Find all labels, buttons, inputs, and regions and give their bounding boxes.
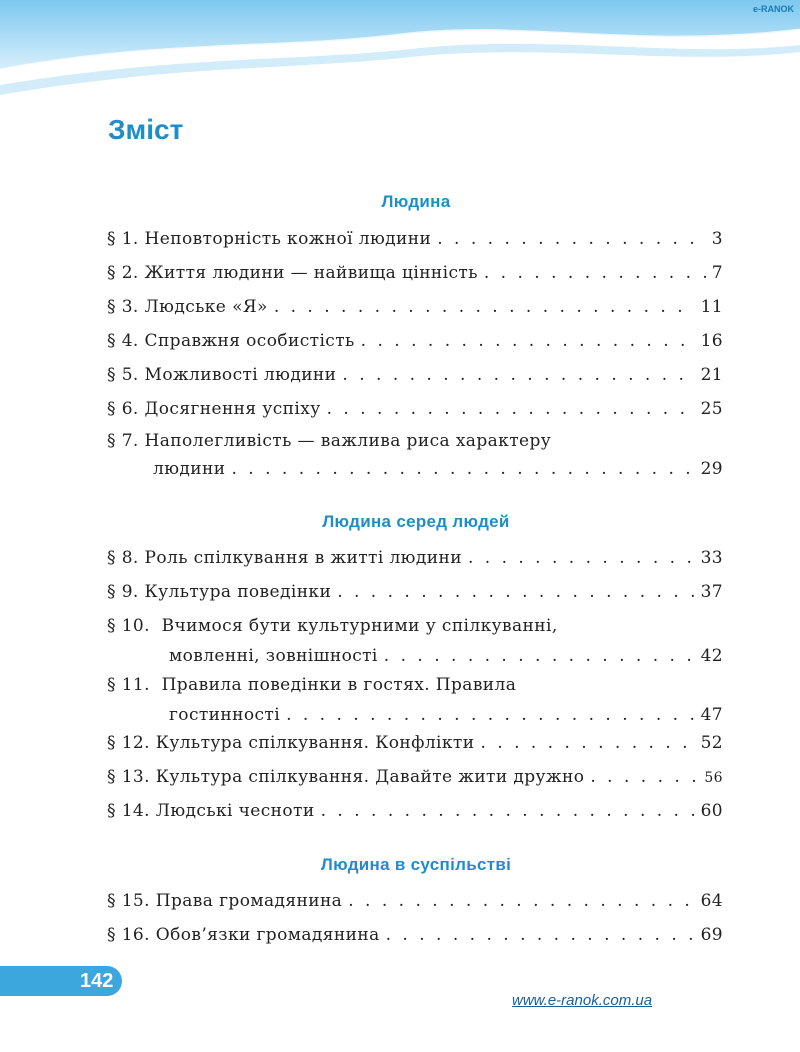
entry-title: Культура спілкування. Конфлікти bbox=[155, 733, 475, 753]
entry-number: § 14. bbox=[107, 801, 150, 821]
entry-title: Справжня особистість bbox=[144, 331, 355, 351]
toc-entry[interactable] bbox=[107, 918, 723, 952]
toc-entry[interactable] bbox=[107, 541, 723, 575]
entry-number: § 6. bbox=[107, 399, 139, 419]
header-wave-decoration bbox=[0, 0, 800, 120]
entry-title-continued: людини bbox=[153, 459, 226, 479]
entry-page: 60 bbox=[700, 801, 723, 821]
entry-title: Досягнення успіху bbox=[144, 399, 321, 419]
section-heading: Людина серед людей bbox=[322, 512, 510, 531]
entry-page: 64 bbox=[700, 891, 723, 911]
entry-number: § 2. bbox=[107, 263, 139, 283]
entry-title-continued: мовленні, зовнішності bbox=[169, 646, 378, 666]
toc-entry[interactable] bbox=[107, 392, 723, 426]
entry-page: 29 bbox=[700, 459, 723, 479]
entry-page: 47 bbox=[700, 705, 723, 725]
entry-number: § 9. bbox=[107, 582, 139, 602]
entry-title: Культура спілкування. Давайте жити дружно bbox=[155, 767, 585, 787]
entry-number: § 13. bbox=[107, 767, 150, 787]
toc-entry[interactable] bbox=[107, 760, 723, 794]
entry-page: 69 bbox=[700, 925, 723, 945]
entry-number: § 12. bbox=[107, 733, 150, 753]
entry-title: Роль спілкування в житті людини bbox=[144, 548, 462, 568]
entry-page: 11 bbox=[700, 297, 723, 317]
entry-page: 21 bbox=[700, 365, 723, 385]
entry-title: Вчимося бути культурними у спілкуванні, bbox=[161, 616, 558, 636]
entry-page: 16 bbox=[700, 331, 723, 351]
entry-number: § 1. bbox=[107, 229, 139, 249]
entry-title: Людське «Я» bbox=[144, 297, 268, 317]
publisher-logo: e-RANOK bbox=[752, 4, 794, 14]
section-heading: Людина в суспільстві bbox=[320, 855, 512, 874]
entry-title: Можливості людини bbox=[144, 365, 337, 385]
toc-entry[interactable] bbox=[107, 324, 723, 358]
toc-entry[interactable] bbox=[107, 424, 723, 486]
entry-number: § 4. bbox=[107, 331, 139, 351]
entry-title: Права громадянина bbox=[155, 891, 343, 911]
entry-page: 42 bbox=[700, 646, 723, 666]
entry-title: Обов’язки громадянина bbox=[155, 925, 380, 945]
entry-number: § 11. bbox=[107, 675, 150, 695]
entry-page: 52 bbox=[700, 733, 723, 753]
entry-title: Неповторність кожної людини bbox=[144, 229, 432, 249]
toc-entry[interactable] bbox=[107, 256, 723, 290]
entry-number: § 7. bbox=[107, 431, 139, 451]
publisher-url-link[interactable]: www.e-ranok.com.ua bbox=[512, 992, 653, 1009]
toc-entry[interactable] bbox=[107, 290, 723, 324]
entry-number: § 16. bbox=[107, 925, 150, 945]
entry-title: Культура поведінки bbox=[144, 582, 332, 602]
toc-entry[interactable] bbox=[107, 884, 723, 918]
page-title: Зміст bbox=[108, 114, 184, 145]
page-number: 142 bbox=[80, 970, 114, 992]
toc-entry[interactable] bbox=[107, 726, 723, 760]
entry-title: Наполегливість — важлива риса характеру bbox=[144, 431, 552, 451]
entry-title: Правила поведінки в гостях. Правила bbox=[161, 675, 517, 695]
toc-entry[interactable] bbox=[107, 668, 723, 732]
toc-entry[interactable] bbox=[107, 609, 723, 673]
toc-entry[interactable] bbox=[107, 794, 723, 828]
entry-page: 25 bbox=[700, 399, 723, 419]
entry-number: § 8. bbox=[107, 548, 139, 568]
entry-page: 56 bbox=[704, 770, 723, 786]
entry-number: § 15. bbox=[107, 891, 150, 911]
entry-title: Людські чесноти bbox=[155, 801, 315, 821]
entry-page: 3 bbox=[711, 229, 723, 249]
entry-number: § 5. bbox=[107, 365, 139, 385]
toc-entry[interactable] bbox=[107, 575, 723, 609]
entry-title-continued: гостинності bbox=[169, 705, 281, 725]
entry-page: 7 bbox=[711, 263, 723, 283]
toc-entry[interactable] bbox=[107, 358, 723, 392]
entry-number: § 10. bbox=[107, 616, 150, 636]
entry-number: § 3. bbox=[107, 297, 139, 317]
entry-title: Життя людини — найвища цінність bbox=[144, 263, 478, 283]
toc-entry[interactable] bbox=[107, 222, 723, 256]
entry-page: 33 bbox=[700, 548, 723, 568]
entry-page: 37 bbox=[700, 582, 723, 602]
section-heading: Людина bbox=[381, 192, 451, 211]
